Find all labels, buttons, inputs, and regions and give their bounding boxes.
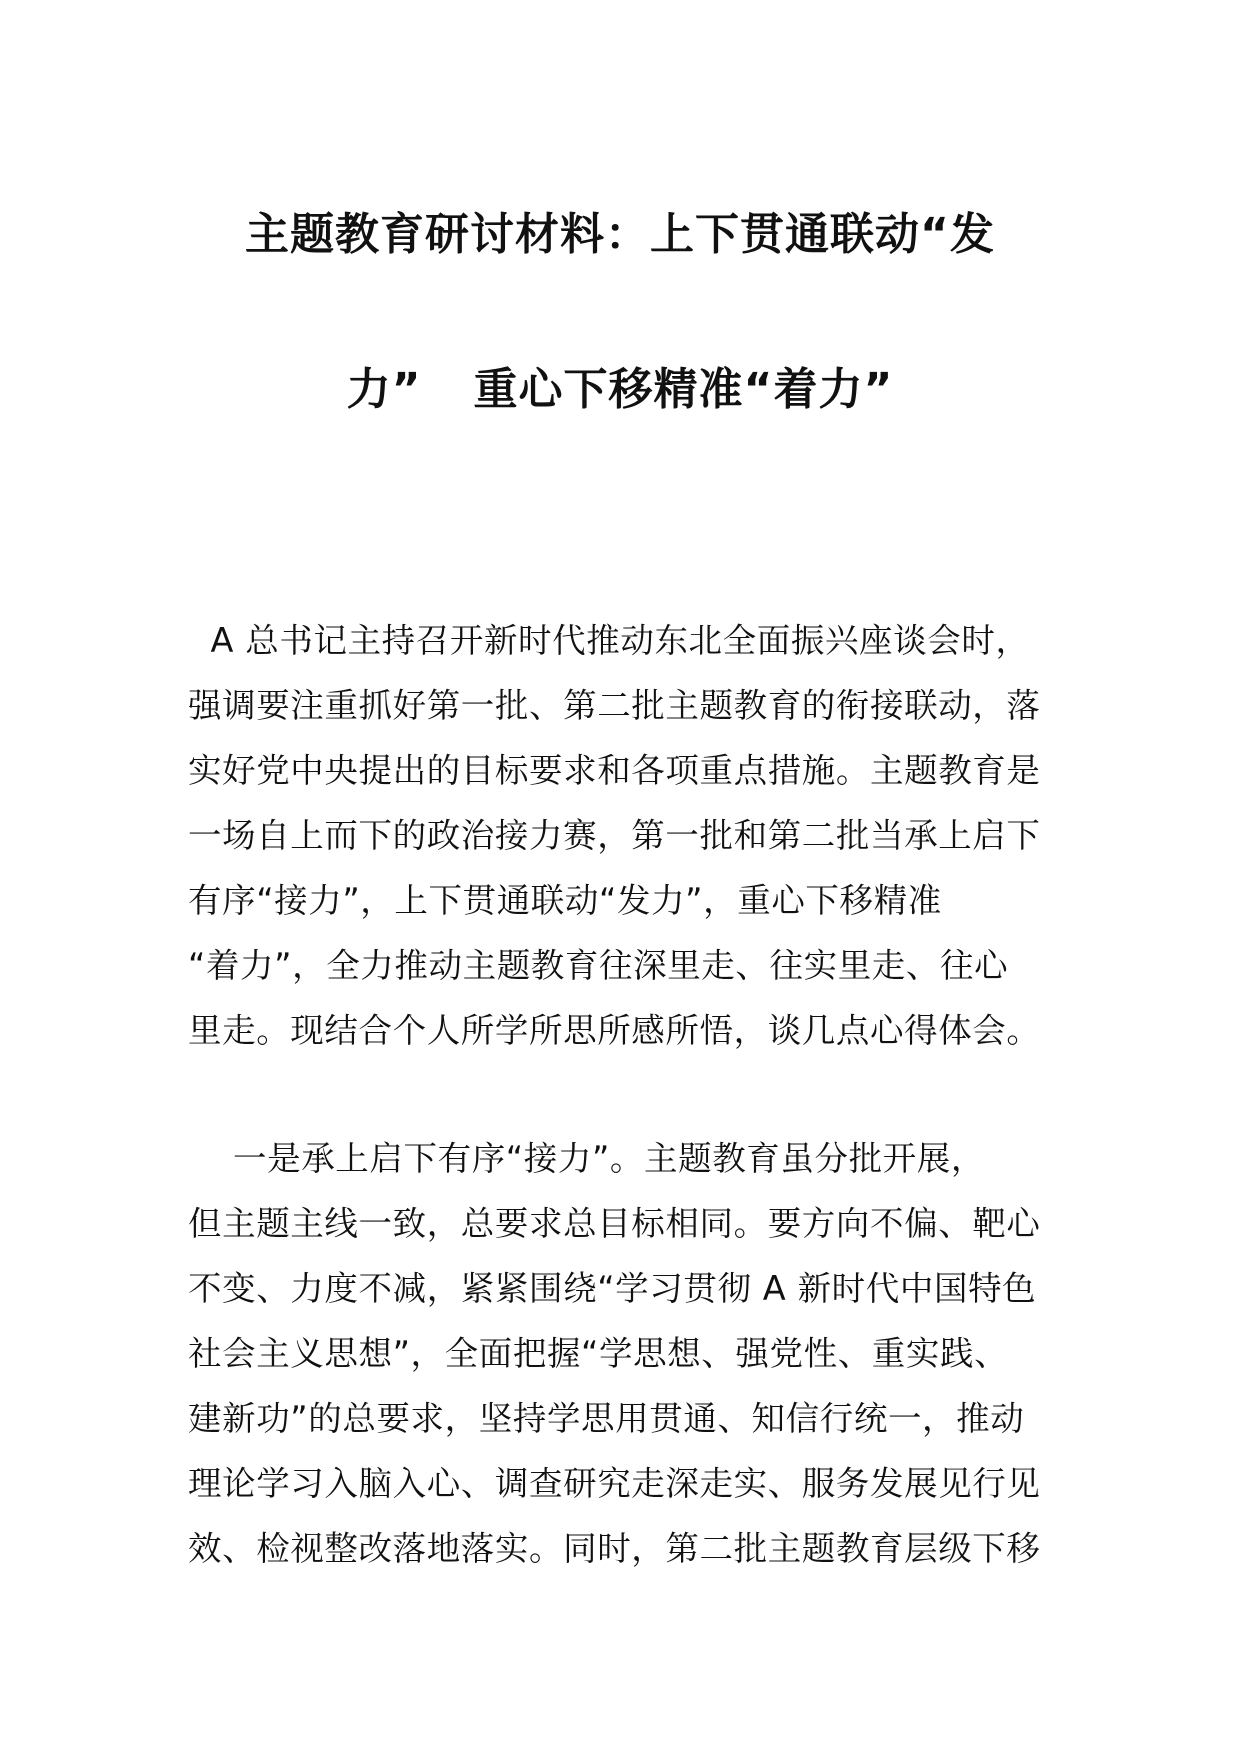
paragraph-point-one	[188, 1126, 1054, 1581]
document-title-line-2-part-2: 重心下移精准“着力”	[473, 364, 894, 415]
paragraph-line: 一场自上而下的政治接力赛，第一批和第二批当承上启下	[188, 816, 1041, 855]
paragraph-line: 强调要注重抓好第一批、第二批主题教育的衔接联动，落	[188, 686, 1041, 725]
paragraph-line: 不变、力度不减，紧紧围绕“学习贯彻 A 新时代中国特色	[188, 1269, 1037, 1308]
paragraph-line: 理论学习入脑入心、调查研究走深走实、服务发展见行见	[188, 1464, 1041, 1503]
paragraph-line: “着力”，全力推动主题教育往深里走、往实里走、往心	[188, 946, 1009, 985]
paragraph-line: A 总书记主持召开新时代推动东北全面振兴座谈会时，	[188, 621, 1030, 660]
paragraph-line: 实好党中央提出的目标要求和各项重点措施。主题教育是	[188, 751, 1041, 790]
document-title-line-2	[0, 360, 1240, 420]
paragraph-line: 社会主义思想”，全面把握“学思想、强党性、重实践、	[188, 1334, 1009, 1373]
paragraph-line: 建新功”的总要求，坚持学思用贯通、知信行统一，推动	[188, 1399, 1025, 1438]
document-title-line-2-part-1: 力”	[346, 364, 422, 415]
paragraph-line: 但主题主线一致，总要求总目标相同。要方向不偏、靶心	[188, 1204, 1041, 1243]
document-title-line-1: 主题教育研讨材料：上下贯通联动“发	[245, 209, 995, 260]
paragraph-line: 效、检视整改落地落实。同时，第二批主题教育层级下移	[188, 1529, 1041, 1568]
paragraph-line: 有序“接力”，上下贯通联动“发力”，重心下移精准	[188, 881, 942, 920]
paragraph-intro	[188, 608, 1054, 1063]
paragraph-line: 里走。现结合个人所学所思所感所悟，谈几点心得体会。	[188, 1011, 1041, 1050]
paragraph-line: 一是承上启下有序“接力”。主题教育虽分批开展，	[188, 1139, 986, 1178]
